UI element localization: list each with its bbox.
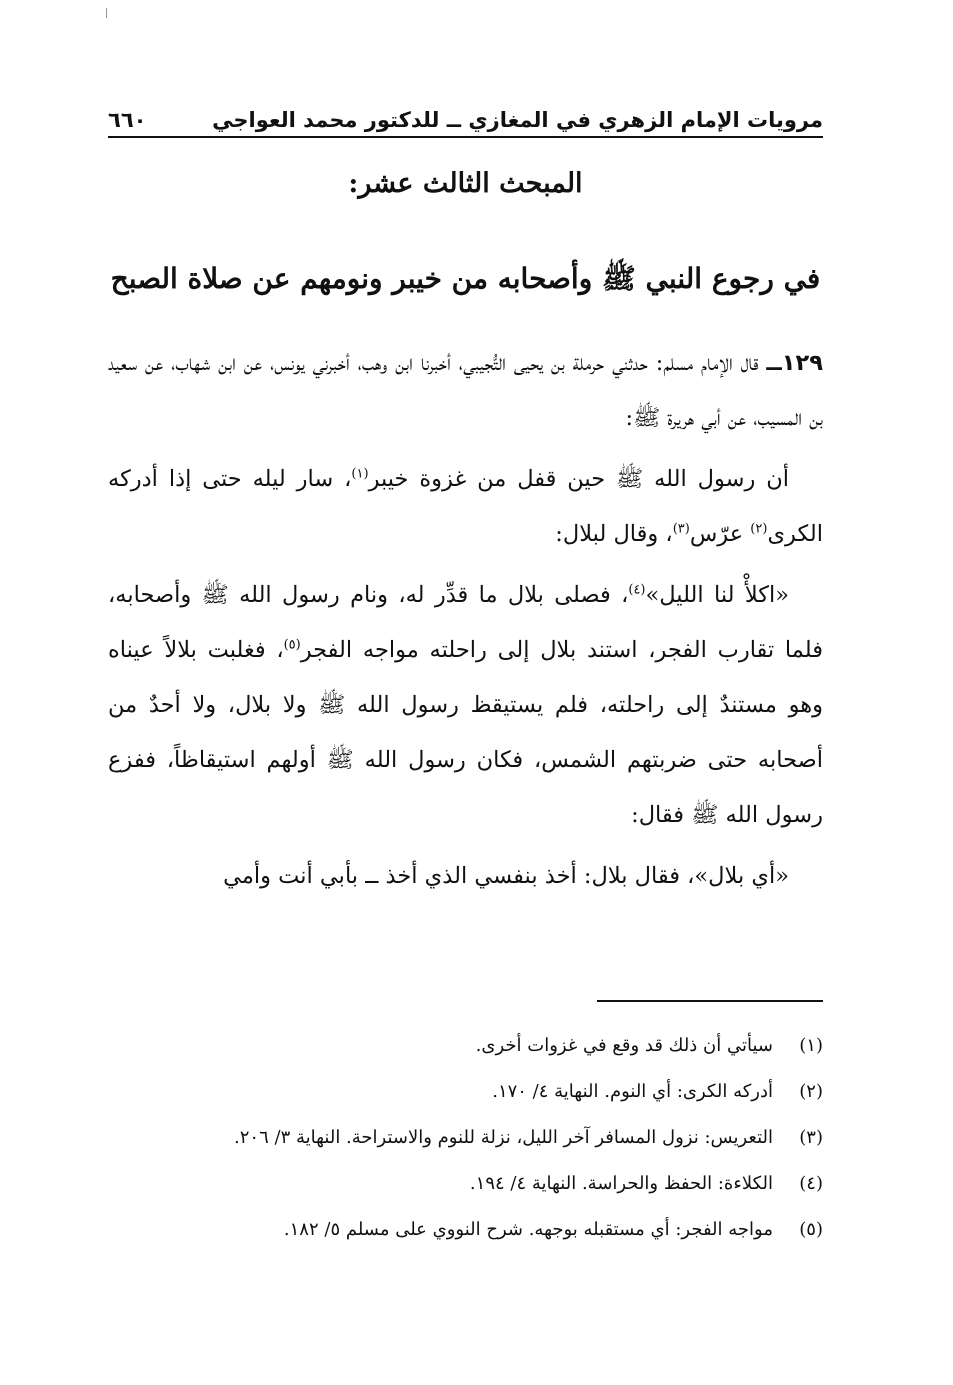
isnad-text: قال الإمام مسلم: حدثني حرملة بن يحيى التُّجيبي، أخبرنا ابن وهب، أخبرني يونس، عن ابن شهاب، عن سعيد بن المسيب، عن أبي هريرة ﷺ:: [108, 350, 823, 431]
text-run: ، فغلبت بلالاً عيناه وهو مستندٌ إلى راحلته، فلم يستيقظ رسول الله ﷺ ولا بلال، ولا أحدٌ من أصحابه حتى ضربتهم الشمس، فكان رسول الله ﷺ أولهم استيقاظاً، ففزع رسول الله ﷺ فقال:: [108, 637, 823, 828]
scan-mark: [106, 8, 107, 18]
text-run: أن رسول الله ﷺ حين قفل من غزوة خيبر: [368, 466, 790, 492]
footnote-ref-1[interactable]: (١): [351, 466, 369, 482]
section-title: المبحث الثالث عشر:: [348, 168, 583, 199]
running-header-title: مرويات الإمام الزهري في المغازي ــ للدكتور محمد العواجي: [212, 108, 823, 132]
footnote-item: [150, 1068, 823, 1114]
hadith-paragraph-1: [108, 336, 823, 446]
footnote-ref-2[interactable]: (٢): [750, 521, 768, 537]
footnote-text: الكلاءة: الحفظ والحراسة. النهاية ٤/ ١٩٤.: [469, 1172, 773, 1194]
text-run: ، فصلى بلال ما قدِّر له، ونام رسول الله ﷺ وأصحابه، فلما تقارب الفجر، استند بلال إلى راحلته مواجه الفجر: [108, 582, 823, 663]
footnote-text: أدركه الكرى: أي النوم. النهاية ٤/ ١٧٠.: [492, 1080, 773, 1102]
hadith-paragraph-3: [108, 568, 823, 843]
hadith-paragraph-2: [108, 452, 823, 562]
hadith-paragraph-4: [108, 849, 823, 904]
footnote-ref-4[interactable]: (٤): [628, 582, 646, 598]
page-number: ٦٦٠: [108, 108, 147, 132]
text-run: ، وقال لبلال:: [555, 521, 673, 547]
main-text: [108, 336, 823, 910]
footnote-item: [150, 1160, 823, 1206]
footnote-ref-5[interactable]: (٥): [283, 637, 301, 653]
footnote-text: التعريس: نزول المسافر آخر الليل، نزلة للنوم والاستراحة. النهاية ٣/ ٢٠٦.: [234, 1126, 773, 1148]
footnote-number: (٤): [799, 1172, 823, 1194]
footnote-item: [150, 1022, 823, 1068]
footnotes: [150, 1022, 823, 1252]
footnote-number: (٣): [799, 1126, 823, 1148]
footnote-separator: [597, 1000, 823, 1002]
footnote-item: [150, 1114, 823, 1160]
footnote-number: (٢): [799, 1080, 823, 1102]
text-run: عرّس: [689, 521, 751, 547]
chapter-title: في رجوع النبي ﷺ وأصحابه من خيبر ونومهم عن صلاة الصبح: [110, 262, 821, 295]
footnote-text: سيأتي أن ذلك قد وقع في غزوات أخرى.: [475, 1034, 773, 1056]
footnote-number: (٥): [799, 1218, 823, 1240]
text-run: «أي بلال»، فقال بلال: أخذ بنفسي الذي أخذ ــ بأبي أنت وأمي: [223, 863, 789, 889]
text-run: ، سار ليله حتى إذا أدركه الكرى: [108, 466, 823, 547]
footnote-ref-3[interactable]: (٣): [672, 521, 690, 537]
hadith-number: ١٢٩ــ: [766, 350, 823, 376]
footnote-text: مواجه الفجر: أي مستقبله بوجهه. شرح النووي على مسلم ٥/ ١٨٢.: [283, 1218, 773, 1240]
footnote-item: [150, 1206, 823, 1252]
running-header: [108, 96, 823, 138]
footnote-number: (١): [799, 1034, 823, 1056]
text-run: «اكلأْ لنا الليل»: [645, 582, 789, 608]
